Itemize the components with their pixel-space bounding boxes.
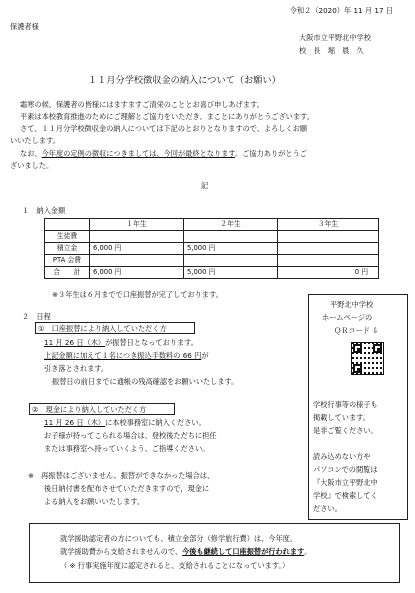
recipient: 保護者様 xyxy=(10,22,39,31)
table-header-cell xyxy=(45,219,90,231)
table-header-cell: １年生 xyxy=(90,219,184,231)
option1-line-3: 引き落とされます。 xyxy=(44,364,109,373)
sidebox-body-3: 是非ご覧ください。 xyxy=(313,426,378,435)
table-row xyxy=(45,243,379,255)
table-cell xyxy=(278,243,379,255)
section2-heading: ２ 日程 xyxy=(22,312,51,321)
option2-line-1 xyxy=(44,418,206,427)
option1-label: ① 口座振替により納入していただく方 xyxy=(38,324,167,333)
intro-line-5 xyxy=(20,149,307,158)
table-cell xyxy=(278,231,379,243)
school-name: 大阪市立平野北中学校 xyxy=(299,33,371,42)
option1-line-1 xyxy=(44,338,198,347)
footer-line-1: 就学援助認定者の方についても、積立金部分（修学旅行費）は、今年度、 xyxy=(60,534,298,543)
sidebox-title-1: 平野北中学校 xyxy=(330,300,374,309)
intro-text: なお、 xyxy=(20,149,42,158)
table-cell: 5,000 円 xyxy=(184,243,278,255)
footer-line-2 xyxy=(60,547,311,556)
section2-note-1: ※ 再振替はございません。振替ができなかった場合は、 xyxy=(28,471,215,480)
section1-note: ※３年生は６月までで口座振替が完了しております。 xyxy=(52,290,223,299)
section2-note-3: よる納入をお願いいたします。 xyxy=(44,497,145,506)
sidebox-title-3: ＱＲコード ⇩ xyxy=(334,326,379,335)
table-row xyxy=(45,231,379,243)
sidebox-title-2: ホームページの xyxy=(322,313,373,322)
section2-note-2: 後日納付書を配布させていただきますので，現金に xyxy=(44,484,210,493)
table-cell: 積立金 xyxy=(45,243,90,255)
table-cell: 6,000 円 xyxy=(90,267,184,279)
sidebox-body-1: 学校行事等の様子も xyxy=(313,400,378,409)
option1-line-4: 振替日の前日までに通帳の残高確認をお願いいたします。 xyxy=(52,377,239,386)
table-cell xyxy=(278,255,379,267)
table-cell xyxy=(90,231,184,243)
issue-date: 令和２（2020）年 11 月 17 日 xyxy=(289,6,393,15)
sidebox-body-8: 学校』で検索してく xyxy=(313,491,378,500)
ki-label: 記 xyxy=(201,181,209,190)
cash-date: 11 月 26 日（木） xyxy=(44,418,106,427)
footer-text: 。 xyxy=(304,547,312,556)
table-cell xyxy=(90,255,184,267)
continued-transfer-notice: 今後も継続して口座振替が行われます xyxy=(182,547,305,556)
sidebox-body-6: パソコンでの閲覧は xyxy=(313,465,378,474)
table-cell: 5,000 円 xyxy=(184,267,278,279)
table-row xyxy=(45,219,379,231)
intro-line-1: 霜寒の候、保護者の皆様にはますますご清栄のこととお喜び申しあげます。 xyxy=(20,100,264,109)
table-cell: PTA 会費 xyxy=(45,255,90,267)
option2-label: ② 現金により納入していただく方 xyxy=(32,405,147,414)
final-collection-notice: 今年度の定例の徴収につきましては、今回が最終となります xyxy=(41,149,235,158)
transfer-fee-notice: 上記金額に加えて１名につき振込手数料の 66 円 xyxy=(44,351,202,360)
option1-line-2 xyxy=(44,351,209,360)
transfer-date: 11 月 26 日（木） xyxy=(44,338,106,347)
section1-heading: １ 納入金額 xyxy=(22,206,66,215)
option2-line-3: または事務室へ持っていくよう、ご指導ください。 xyxy=(44,444,210,453)
table-row xyxy=(45,267,379,279)
option2-line-2: お子様が持ってこられる場合は、登校後ただちに担任 xyxy=(44,431,217,440)
intro-text: 。ご協力ありがとうご xyxy=(234,149,307,158)
principal-name: 校 長 堀 晨 久 xyxy=(299,46,364,55)
qr-finder-icon xyxy=(353,344,362,353)
intro-line-6: ざいました。 xyxy=(10,161,54,170)
table-cell: 生徒費 xyxy=(45,231,90,243)
sidebox-body-7: 『大阪市立平野北中 xyxy=(313,478,378,487)
table-row xyxy=(45,255,379,267)
table-header-cell: ２年生 xyxy=(184,219,278,231)
option2-text: に本校事務室に納入ください。 xyxy=(105,418,206,427)
footer-text: 就学援助費から支給されませんので、 xyxy=(60,547,183,556)
table-header-cell: ３年生 xyxy=(278,219,379,231)
option1-text: が振替日となっております。 xyxy=(105,338,198,347)
qr-finder-icon xyxy=(353,364,362,373)
table-cell: 6,000 円 xyxy=(90,243,184,255)
document-title: １１月分学校徴収金の納入について（お願い） xyxy=(88,75,281,86)
table-cell: 合 計 xyxy=(45,267,90,279)
amount-table xyxy=(44,218,379,279)
qr-code-icon[interactable] xyxy=(351,342,384,375)
intro-line-4: いいたします。 xyxy=(10,136,60,145)
sidebox-body-9: ださい。 xyxy=(313,504,342,513)
table-cell: 0 円 xyxy=(278,267,379,279)
table-cell xyxy=(184,231,278,243)
table-cell xyxy=(184,255,278,267)
intro-line-3: さて、１１月分学校徴収金の納入については下記のとおりとなりますので、よろしくお願 xyxy=(20,124,308,133)
intro-line-2: 平素は本校教育推進のためにご理解とご協力をいただき、まことにありがとうございます。 xyxy=(20,112,314,121)
option1-text: が xyxy=(201,351,209,360)
qr-finder-icon xyxy=(373,344,382,353)
footer-line-3: （ ※ 行事実施年度に認定されると、支給されることになっています。） xyxy=(60,561,290,570)
sidebox-body-5: 読み込めない方や xyxy=(313,452,371,461)
sidebox-body-2: 掲載しています。 xyxy=(313,413,370,422)
